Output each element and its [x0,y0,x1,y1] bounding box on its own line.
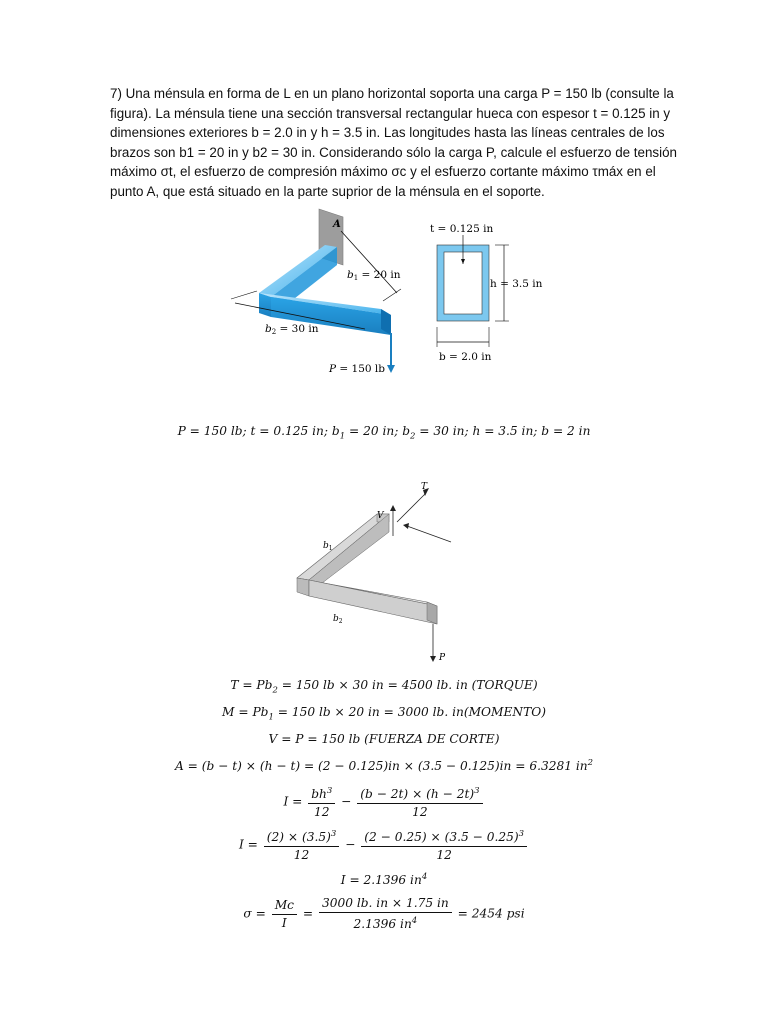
svg-text:b2 = 30 in: b2 = 30 in [265,323,319,336]
problem-line: máximo σt, el esfuerzo de compresión máximo σc y el esfuerzo cortante máximo τmáx en el [110,164,656,180]
l-bracket [259,245,391,335]
dimension-b1 [341,231,401,301]
stress-equation: σ = $\frac{Mc}{I}$ = $\frac{3000 lb. in \times 1.75 in}{2.1396 in^4}$ = 2454 psi [243,896,525,932]
load-arrow [387,333,395,373]
torque-equation: $T = Pb_2 = 150$ lb × 30 in = 4500 lb. in (TORQUE) [230,678,538,696]
problem-line: 7) Una ménsula en forma de L en un plano horizontal soporta una carga P = 150 lb (consulte la [110,86,674,101]
thickness-label: t = 0.125 in [430,223,494,235]
inertia-result: I = 2.1396 $in^4$ [340,872,428,888]
problem-line: dimensiones exteriores b = 2.0 in y h = 3.5 in. Las longitudes hasta las líneas centrales de los [110,125,665,141]
area-equation: A = (b − t) × (h − t) = (2 − 0.125)in × (3.5 − 0.125)in = 6.3281 $in^2$ [174,758,594,774]
inertia-formula: I = $\frac{bh^3}{12}$ − $\frac{(b - 2t) \times (h - 2t)^3}{12}$ [0,784,768,820]
point-a-label: A [333,219,341,230]
svg-text:b1 = 20 in: b1 = 20 in [347,269,401,282]
inertia-substitution: I = $\frac{(2) \times (3.5)^3}{12}$ − $\frac{(2 - 0.25) \times (3.5 - 0.25)^3}{12}$ [0,827,768,863]
load-label: P = 150 lb [329,363,386,375]
given-data: P = 150 lb; t = 0.125 in; $b_1 = 20$ in; $b_2 = 30$ in; h = 3.5 in; b = 2 in [177,424,591,442]
bracket-sketch [297,514,437,624]
shear-label: V [377,511,384,521]
problem-statement [110,84,677,202]
free-body-figure [285,478,485,668]
load-label: P [439,653,446,663]
b1-label: $b_1$ [323,541,333,552]
torque-label: T [421,482,428,492]
cross-section [437,235,509,347]
width-label: b = 2.0 in [439,351,492,363]
b2-label: $b_2$ [333,614,343,625]
bracket-figure [225,205,555,385]
problem-line: brazos son b1 = 20 in y b2 = 30 in. Considerando sólo la carga P, calcule el esfuerzo de tensión [110,144,677,160]
problem-line: figura). La ménsula tiene una sección transversal rectangular hueca con espesor t = 0.125 in y [110,105,671,121]
height-label: h = 3.5 in [490,278,543,290]
shear-equation: V = P = 150 lb (FUERZA DE CORTE) [268,732,500,746]
force-arrows [390,488,451,662]
problem-line: punto A, que está situado en la parte suprior de la ménsula en el soporte. [110,183,545,199]
moment-equation: $M = Pb_1 = 150$ lb × 20 in = 3000 lb. in(MOMENTO) [222,705,546,723]
